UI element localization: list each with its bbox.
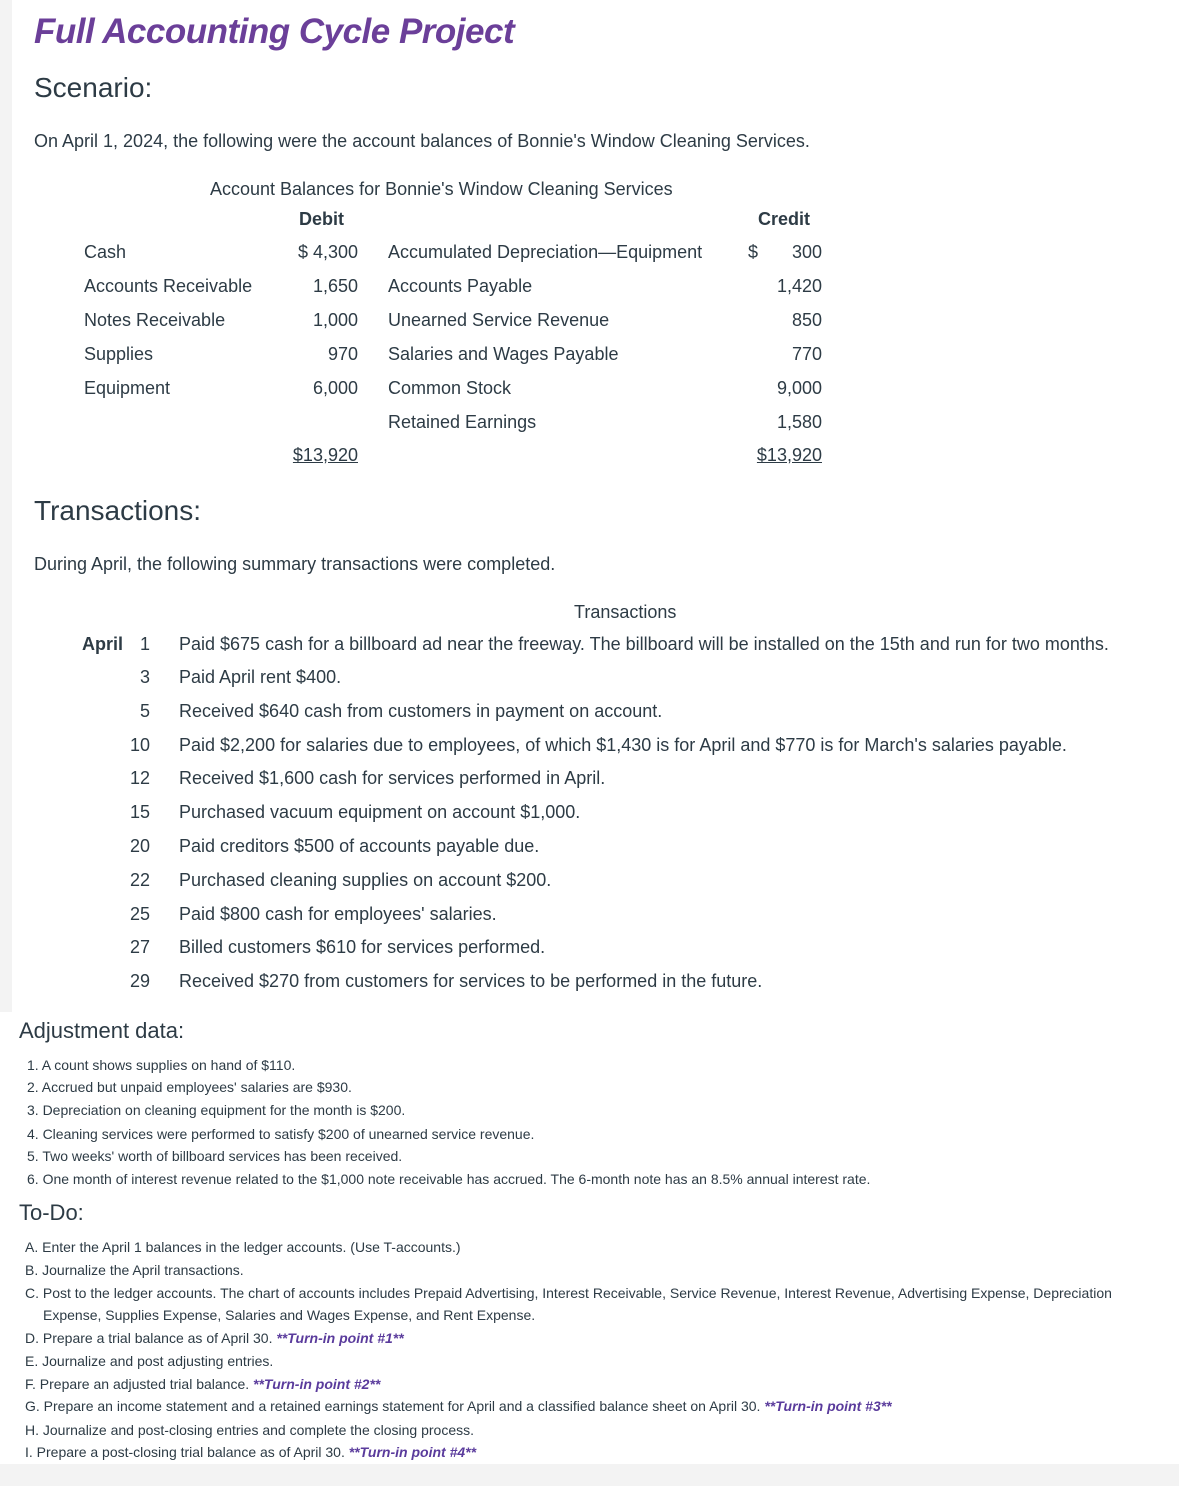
credit-account: Retained Earnings (388, 412, 537, 432)
adjustments-heading: Adjustment data: (19, 1018, 185, 1043)
adjustment-item: 1. A count shows supplies on hand of $110. (27, 1057, 296, 1073)
transaction-day: 20 (129, 836, 150, 856)
todo-item: H. Journalize and post-closing entries and complete the closing process. (25, 1422, 475, 1438)
turn-in-point: **Turn-in point #3** (764, 1398, 892, 1414)
transaction-day: 22 (129, 870, 150, 890)
debit-amount: 6,000 (312, 378, 358, 398)
transaction-text: Received $270 from customers for services to be performed in the future. (179, 971, 763, 991)
transaction-day: 15 (129, 802, 150, 822)
credit-amount: 1,580 (776, 412, 822, 432)
debit-account: Equipment (84, 378, 171, 398)
credit-header: Credit (758, 209, 811, 229)
transaction-month: April (82, 634, 124, 654)
credit-total: $13,920 (756, 445, 822, 465)
adjustment-item: 6. One month of interest revenue related to the $1,000 note receivable has accrued. The 6-month note has an 8.5% annual interest rate. (27, 1171, 871, 1187)
debit-amount: 1,000 (312, 310, 358, 330)
transaction-day: 3 (139, 667, 150, 687)
transaction-day: 1 (139, 634, 150, 654)
transactions-table-title: Transactions (574, 602, 677, 622)
debit-account: Cash (84, 242, 127, 262)
debit-amount: 1,650 (312, 276, 358, 296)
scenario-heading: Scenario: (34, 72, 153, 103)
credit-amount: 300 (791, 242, 822, 262)
transaction-day: 27 (129, 937, 150, 957)
transaction-text: Paid creditors $500 of accounts payable due. (179, 836, 540, 856)
transaction-day: 12 (129, 768, 150, 788)
transaction-text: Paid April rent $400. (179, 667, 342, 687)
transaction-text: Billed customers $610 for services performed. (179, 937, 546, 957)
todo-item: G. Prepare an income statement and a retained earnings statement for April and a classified balance sheet on April 30. **Turn-in point #3** (25, 1398, 892, 1414)
debit-account: Notes Receivable (84, 310, 226, 330)
adjustment-item: 5. Two weeks' worth of billboard services has been received. (27, 1148, 403, 1164)
transaction-text: Paid $675 cash for a billboard ad near the freeway. The billboard will be installed on the 15th and run for two months. (179, 634, 1109, 654)
scenario-intro: On April 1, 2024, the following were the account balances of Bonnie's Window Cleaning Services. (34, 131, 810, 151)
transactions-heading: Transactions: (34, 495, 202, 526)
credit-dollar-sign: $ (748, 242, 759, 262)
credit-account: Common Stock (388, 378, 512, 398)
todo-heading: To-Do: (19, 1200, 84, 1225)
adjustment-item: 2. Accrued but unpaid employees' salaries are $930. (27, 1079, 352, 1095)
transaction-text: Purchased vacuum equipment on account $1,000. (179, 802, 581, 822)
transaction-day: 29 (129, 971, 150, 991)
credit-amount: 9,000 (776, 378, 822, 398)
balances-table-title: Account Balances for Bonnie's Window Cleaning Services (210, 179, 673, 199)
page-title: Full Accounting Cycle Project (34, 12, 515, 51)
todo-item: E. Journalize and post adjusting entries. (25, 1353, 274, 1369)
turn-in-point: **Turn-in point #1** (276, 1330, 404, 1346)
adjustment-item: 4. Cleaning services were performed to satisfy $200 of unearned service revenue. (27, 1126, 535, 1142)
todo-item: C. Post to the ledger accounts. The chart of accounts includes Prepaid Advertising, Interest Receivable, Service Revenue, Interest Revenue, Advertising Expense, Depreciation (25, 1285, 1112, 1301)
credit-account: Accumulated Depreciation—Equipment (388, 242, 703, 262)
transactions-intro: During April, the following summary transactions were completed. (34, 554, 556, 574)
transaction-day: 5 (139, 701, 150, 721)
todo-item: B. Journalize the April transactions. (25, 1262, 244, 1278)
debit-total: $13,920 (292, 445, 358, 465)
transaction-text: Purchased cleaning supplies on account $200. (179, 870, 552, 890)
transaction-text: Paid $2,200 for salaries due to employees, of which $1,430 is for April and $770 is for March's salaries payable. (179, 735, 1067, 755)
credit-account: Accounts Payable (388, 276, 533, 296)
credit-amount: 770 (791, 344, 822, 364)
credit-account: Salaries and Wages Payable (388, 344, 619, 364)
todo-item: F. Prepare an adjusted trial balance. **Turn-in point #2** (25, 1376, 381, 1392)
debit-account: Supplies (84, 344, 154, 364)
todo-item: D. Prepare a trial balance as of April 30. **Turn-in point #1** (25, 1330, 404, 1346)
debit-header: Debit (299, 209, 344, 229)
debit-amount: 970 (327, 344, 358, 364)
transaction-day: 25 (129, 904, 150, 924)
transaction-day: 10 (129, 735, 150, 755)
transaction-text: Paid $800 cash for employees' salaries. (179, 904, 497, 924)
todo-item: A. Enter the April 1 balances in the ledger accounts. (Use T-accounts.) (25, 1239, 461, 1255)
todo-item-continuation: Expense, Supplies Expense, Salaries and Wages Expense, and Rent Expense. (43, 1307, 536, 1323)
turn-in-point: **Turn-in point #2** (253, 1376, 381, 1392)
credit-amount: 1,420 (776, 276, 822, 296)
turn-in-point: **Turn-in point #4** (348, 1444, 477, 1460)
todo-item: I. Prepare a post-closing trial balance as of April 30. **Turn-in point #4** (25, 1444, 477, 1460)
debit-amount: $ 4,300 (297, 242, 358, 262)
transaction-text: Received $1,600 cash for services performed in April. (179, 768, 606, 788)
credit-account: Unearned Service Revenue (388, 310, 610, 330)
debit-account: Accounts Receivable (84, 276, 253, 296)
credit-amount: 850 (791, 310, 822, 330)
adjustment-item: 3. Depreciation on cleaning equipment for the month is $200. (27, 1102, 406, 1118)
transaction-text: Received $640 cash from customers in payment on account. (179, 701, 663, 721)
